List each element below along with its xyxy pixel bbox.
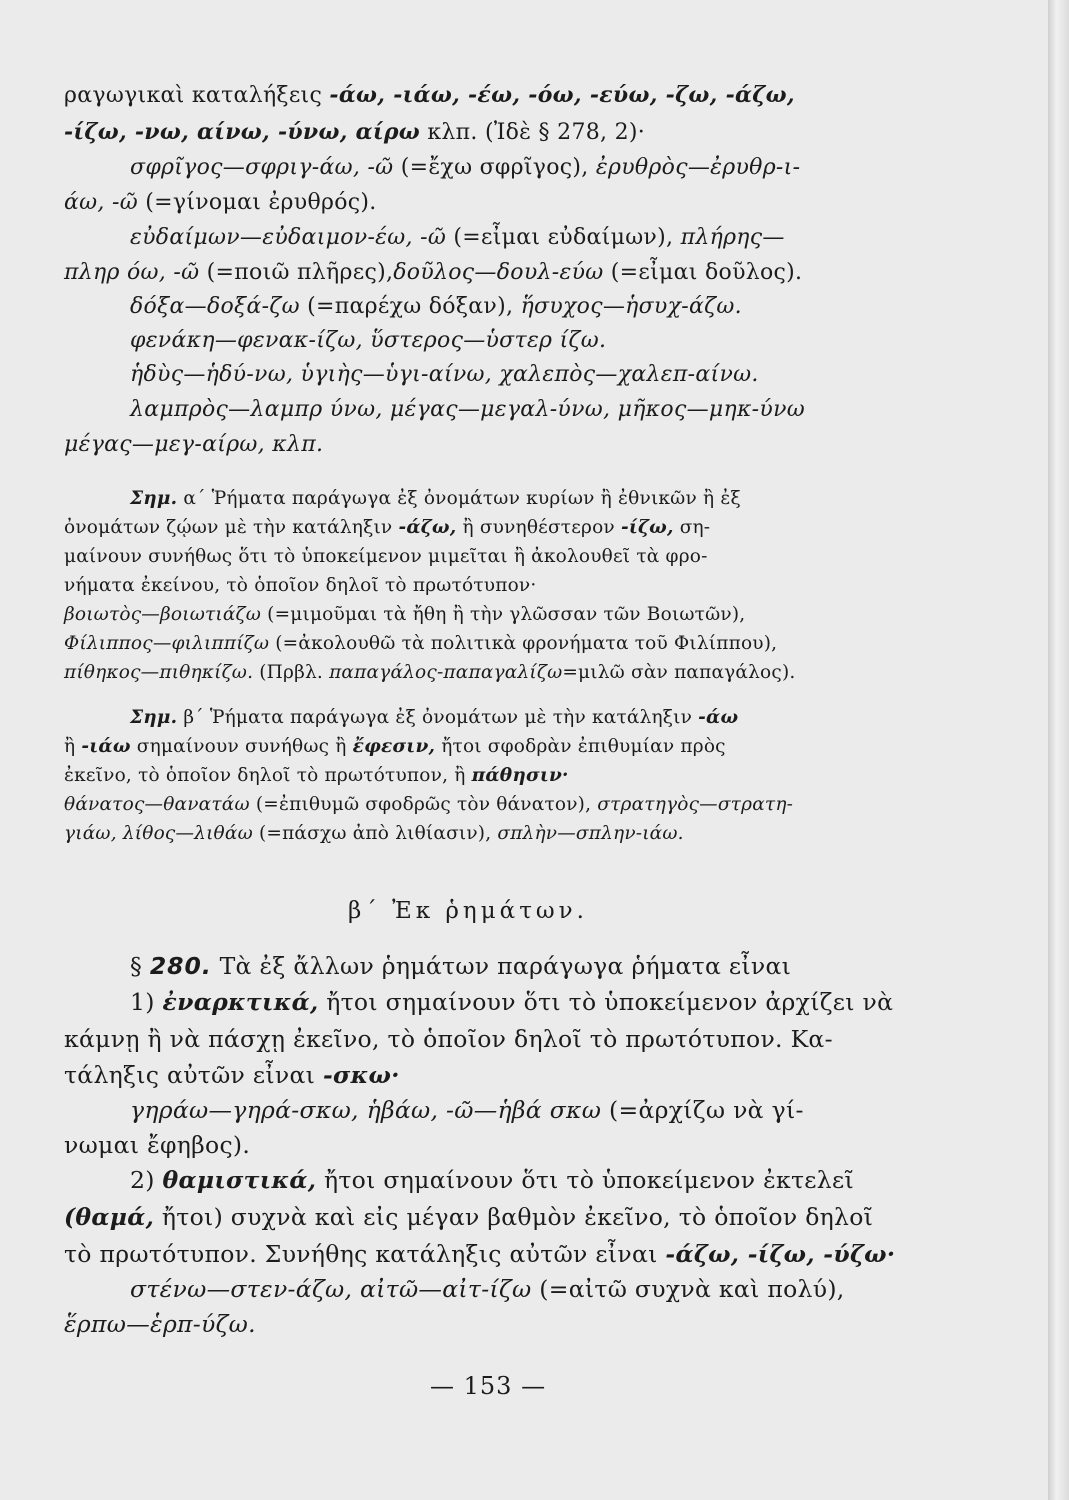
page-edge: [1048, 0, 1069, 1500]
text-line: άω, -ῶ (=γίνομαι ἐρυθρός).: [64, 190, 377, 215]
note-line: ἐκεῖνο, τὸ ὁποῖον δηλοῖ τὸ πρωτότυπον, ἢ πάθησιν·: [64, 765, 569, 786]
text-line: τὸ πρωτότυπον. Συνήθης κατάληξις αὐτῶν εἶναι -άζω, -ίζω, -ύζω·: [64, 1240, 896, 1268]
text-line: ραγωγικαὶ καταλήξεις -άω, -ιάω, -έω, -όω, -εύω, -ζω, -άζω,: [64, 82, 795, 108]
section-heading: β´ Ἐκ ῥημάτων.: [348, 898, 588, 924]
note-line: νήματα ἐκείνου, τὸ ὁποῖον δηλοῖ τὸ πρωτότυπον·: [64, 575, 537, 596]
text-line: λαμπρὸς—λαμπρ ύνω, μέγας—μεγαλ-ύνω, μῆκος—μηκ-ύνω: [130, 397, 806, 422]
page-number: — 153 —: [430, 1372, 547, 1400]
note-line: ὀνομάτων ζῴων μὲ τὴν κατάληξιν -άζω, ἢ συνηθέστερον -ίζω, ση-: [64, 517, 711, 538]
text-line: μέγας—μεγ-αίρω, κλπ.: [64, 432, 324, 457]
text-line: ἡδὺς—ἡδύ-νω, ὑγιὴς—ὑγι-αίνω, χαλεπὸς—χαλεπ-αίνω.: [130, 362, 759, 387]
note-line: πίθηκος—πιθηκίζω. (Πρβλ. παπαγάλος-παπαγαλίζω=μιλῶ σὰν παπαγάλος).: [64, 662, 796, 683]
text-line: 1) ἐναρκτικά, ἤτοι σημαίνουν ὅτι τὸ ὑποκείμενον ἀρχίζει νὰ: [130, 988, 894, 1016]
note-line: ἢ -ιάω σημαίνουν συνήθως ἢ ἔφεσιν, ἤτοι σφοδρὰν ἐπιθυμίαν πρὸς: [64, 736, 726, 757]
note-line: θάνατος—θανατάω (=ἐπιθυμῶ σφοδρῶς τὸν θάνατον), στρατηγὸς—στρατη-: [64, 794, 794, 815]
note-line: Φίλιππος—φιλιππίζω (=ἀκολουθῶ τὰ πολιτικὰ φρονήματα τοῦ Φιλίππου),: [64, 633, 778, 654]
text-line: φενάκη—φενακ-ίζω, ὕστερος—ὑστερ ίζω.: [130, 328, 607, 353]
text-line: § 280. Τὰ ἐξ ἄλλων ῥημάτων παράγωγα ῥήματα εἶναι: [130, 952, 792, 980]
text-line: σφρῖγος—σφριγ-άω, -ῶ (=ἔχω σφρῖγος), ἐρυθρὸς—ἐρυθρ-ι-: [130, 155, 801, 180]
text-line: -ίζω, -νω, αίνω, -ύνω, αίρω κλπ. (Ἰδὲ § 278, 2)·: [64, 119, 646, 145]
text-line: δόξα—δοξά-ζω (=παρέχω δόξαν), ἥσυχος—ἡσυχ-άζω.: [130, 294, 742, 319]
note-line: γιάω, λίθος—λιθάω (=πάσχω ἀπὸ λιθίασιν), σπλὴν—σπλην-ιάω.: [64, 823, 684, 844]
text-line: τάληξις αὐτῶν εἶναι -σκω·: [64, 1061, 400, 1089]
text-line: πληρ όω, -ῶ (=ποιῶ πλῆρες),δοῦλος—δουλ-εύω (=εἶμαι δοῦλος).: [64, 260, 803, 285]
text-line: 2) θαμιστικά, ἤτοι σημαίνουν ὅτι τὸ ὑποκείμενον ἐκτελεῖ: [130, 1166, 854, 1194]
text-line: στένω—στεν-άζω, αἰτῶ—αἰτ-ίζω (=αἰτῶ συχνὰ καὶ πολύ),: [130, 1275, 845, 1303]
text-line: κάμνῃ ἢ νὰ πάσχῃ ἐκεῖνο, τὸ ὁποῖον δηλοῖ τὸ πρωτότυπον. Κα-: [64, 1025, 833, 1053]
text-line: γηράω—γηρά-σκω, ἡβάω, -ῶ—ἡβά σκω (=ἀρχίζω νὰ γί-: [130, 1096, 804, 1124]
text-line: ἕρπω—ἑρπ-ύζω.: [64, 1310, 256, 1338]
note-line: βοιωτὸς—βοιωτιάζω (=μιμοῦμαι τὰ ἤθη ἢ τὴν γλῶσσαν τῶν Βοιωτῶν),: [64, 604, 746, 625]
text-line: (θαμά, ἤτοι) συχνὰ καὶ εἰς μέγαν βαθμὸν ἐκεῖνο, τὸ ὁποῖον δηλοῖ: [64, 1203, 874, 1231]
text-line: εὐδαίμων—εὐδαιμον-έω, -ῶ (=εἶμαι εὐδαίμων), πλήρης—: [130, 225, 785, 250]
note-line: μαίνουν συνήθως ὅτι τὸ ὑποκείμενον μιμεῖται ἢ ἀκολουθεῖ τὰ φρο-: [64, 546, 708, 567]
note-line: Σημ. β´ Ῥήματα παράγωγα ἐξ ὀνομάτων μὲ τὴν κατάληξιν -άω: [130, 707, 739, 728]
text-line: νωμαι ἔφηβος).: [64, 1131, 251, 1159]
note-line: Σημ. α´ Ῥήματα παράγωγα ἐξ ὀνομάτων κυρίων ἢ ἐθνικῶν ἢ ἐξ: [130, 488, 741, 509]
